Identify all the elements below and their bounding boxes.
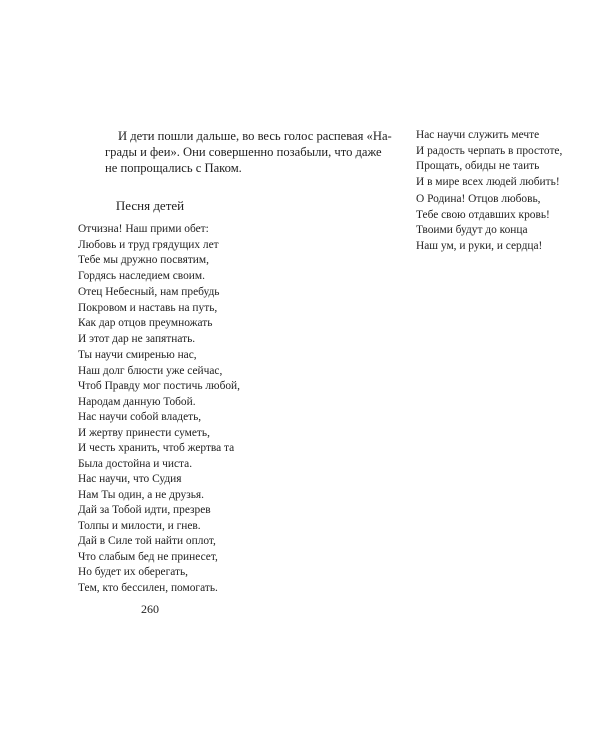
verse-line: Ты научи смиренью нас, <box>78 349 197 361</box>
verse-line: И в мире всех людей любить! <box>416 175 560 188</box>
verse-line: Толпы и милости, и гнев. <box>78 519 201 532</box>
verse-line: Нас научи служить мечте <box>416 129 540 141</box>
verse-line: Нас научи, что Судия <box>78 473 182 485</box>
stanza-6 <box>78 534 218 596</box>
verse-line: И жертву принести суметь, <box>78 426 210 439</box>
verse-line: Народам данную Тобой. <box>78 395 196 408</box>
verse-line: Тебе свою отдавших кровь! <box>416 208 550 221</box>
verse-line: И этот дар не запятнать. <box>78 332 196 345</box>
verse-line: Покровом и наставь на путь, <box>78 301 218 314</box>
verse-line: Тебе мы дружно посвятим, <box>78 254 209 266</box>
verse-line: О Родина! Отцов любовь, <box>416 193 541 205</box>
verse-line: Дай в Силе той найти оплот, <box>78 535 216 547</box>
intro-line: И дети пошли дальше, во весь голос распевая «На- <box>118 129 392 143</box>
verse-line: Наш долг блюсти уже сейчас, <box>78 364 223 377</box>
stanza-8 <box>416 192 550 254</box>
stanza-5 <box>78 472 211 534</box>
verse-line: Нам Ты один, а не друзья. <box>78 488 204 501</box>
stanza-7 <box>416 128 562 190</box>
page-number: 260 <box>141 602 159 616</box>
verse-line: И радость черпать в простоте, <box>416 144 563 157</box>
verse-line: Дай за Тобой идти, презрев <box>78 504 211 516</box>
stanza-1 <box>78 222 219 284</box>
verse-line: Что слабым бед не принесет, <box>78 550 218 563</box>
verse-line: Но будет их оберегать, <box>78 566 189 578</box>
intro-line: грады и феи». Они совершенно позабыли, что даже <box>105 145 382 159</box>
verse-line: Наш ум, и руки, и сердца! <box>416 239 543 252</box>
verse-line: Гордясь наследием своим. <box>78 269 205 282</box>
stanza-3 <box>78 348 240 410</box>
verse-line: Любовь и труд грядущих лет <box>78 238 219 251</box>
verse-line: Прощать, обиды не таить <box>416 160 540 172</box>
intro-line: не попрощались с Паком. <box>105 161 242 175</box>
verse-line: И честь хранить, чтоб жертва та <box>78 442 235 454</box>
verse-line: Твоими будут до конца <box>416 224 528 236</box>
stanza-4 <box>78 410 234 472</box>
right-page <box>300 0 600 750</box>
verse-line: Нас научи собой владеть, <box>78 411 202 423</box>
verse-line: Отчизна! Наш прими обет: <box>78 223 209 235</box>
verse-line: Отец Небесный, нам пребудь <box>78 286 220 298</box>
verse-line: Была достойна и чиста. <box>78 457 193 470</box>
verse-line: Как дар отцов преумножать <box>78 317 213 329</box>
stanza-2 <box>78 285 219 347</box>
verse-line: Чтоб Правду мог постичь любой, <box>78 380 241 392</box>
song-title: Песня детей <box>115 198 185 213</box>
verse-line: Тем, кто бессилен, помогать. <box>78 581 218 594</box>
